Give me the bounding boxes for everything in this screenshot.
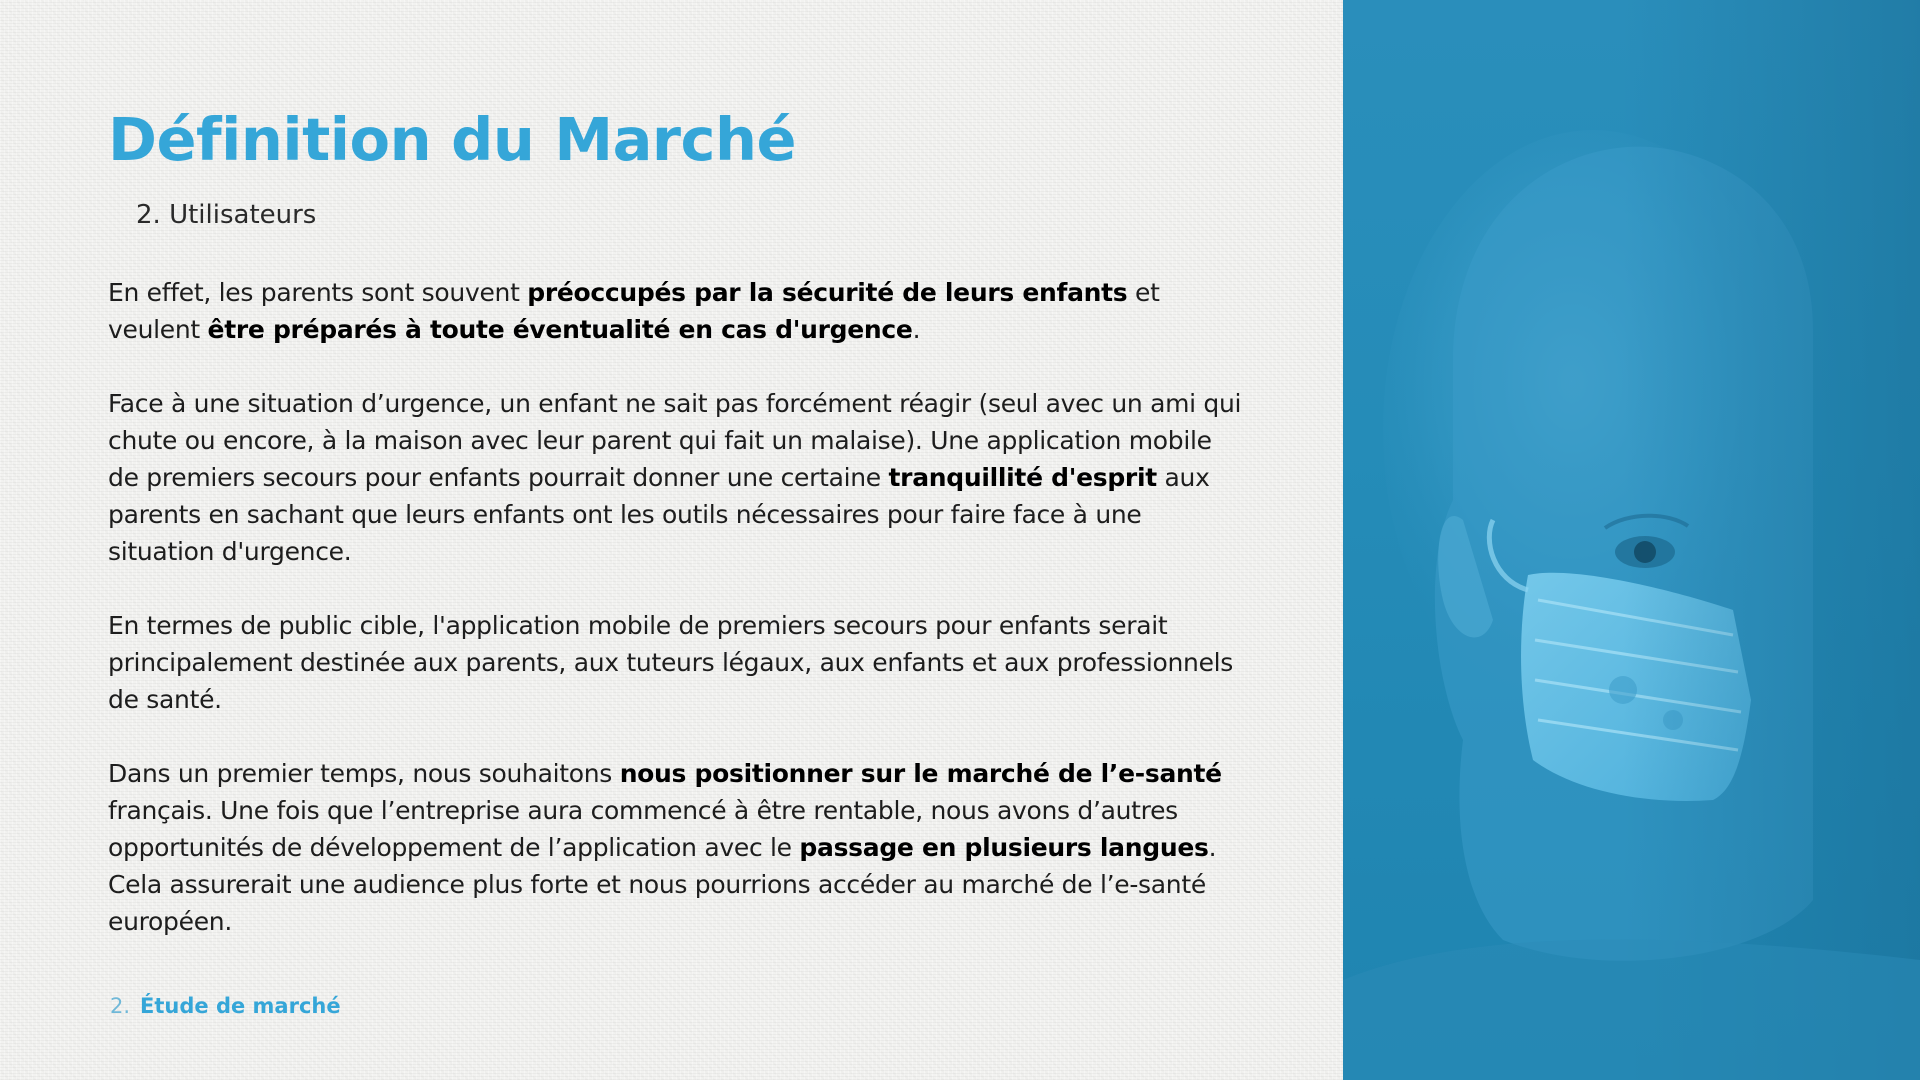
body-paragraph — [108, 385, 1248, 570]
paragraph-text: français. Une fois que l’entreprise aura commencé à être rentable, nous avons d’autres opportunités de développement de l’application avec le — [108, 796, 1178, 862]
paragraph-text: . — [912, 315, 921, 344]
slide-subtitle: 2. Utilisateurs — [136, 200, 317, 230]
photo-panel — [1343, 0, 1920, 1080]
emphasis-text: préoccupés par la sécurité de leurs enfants — [527, 278, 1128, 307]
child-mask-photo — [1343, 0, 1920, 1080]
emphasis-text: être préparés à toute éventualité en cas d'urgence — [207, 315, 913, 344]
emphasis-text: tranquillité d'esprit — [888, 463, 1157, 492]
section-footer — [110, 994, 341, 1018]
paragraph-text: aux parents en sachant que leurs enfants ont les outils nécessaires pour faire face à une situation d'urgence. — [108, 463, 1210, 566]
section-label: Étude de marché — [140, 994, 341, 1018]
body-paragraph — [108, 274, 1248, 348]
paragraph-text: . Cela assurerait une audience plus forte et nous pourrions accéder au marché de l’e-santé européen. — [108, 833, 1217, 936]
paragraph-text: En termes de public cible, l'application mobile de premiers secours pour enfants serait principalement destinée aux parents, aux tuteurs légaux, aux enfants et aux professionnels de santé. — [108, 611, 1234, 714]
paragraph-text: et veulent — [108, 278, 1160, 344]
body-text — [108, 274, 1248, 977]
slide-title: Définition du Marché — [108, 105, 797, 174]
paragraph-text: Face à une situation d’urgence, un enfant ne sait pas forcément réagir (seul avec un ami qui chute ou encore, à la maison avec leur parent qui fait un malaise). Une application mobile de premiers secours pour enfants pourrait donner une certaine — [108, 389, 1242, 492]
body-paragraph — [108, 755, 1248, 940]
emphasis-text: nous positionner sur le marché de l’e-santé — [619, 759, 1222, 788]
section-number: 2. — [110, 994, 131, 1018]
paragraph-text: Dans un premier temps, nous souhaitons — [108, 759, 620, 788]
paragraph-text: En effet, les parents sont souvent — [108, 278, 528, 307]
body-paragraph — [108, 607, 1248, 718]
emphasis-text: passage en plusieurs langues — [799, 833, 1209, 862]
